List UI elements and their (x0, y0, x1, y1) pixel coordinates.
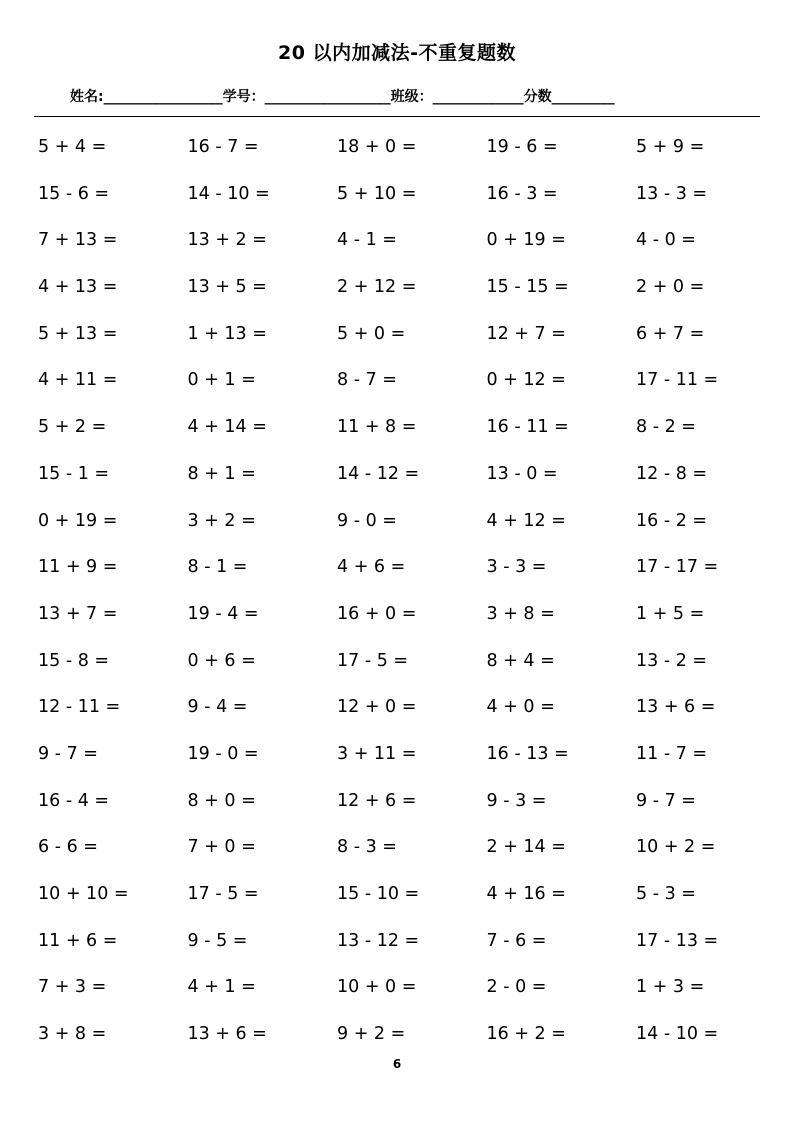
math-problem: 19 - 4 = (187, 603, 259, 624)
worksheet-title: 20 以内加减法-不重复题数 (278, 42, 516, 64)
math-problem: 3 + 11 = (337, 743, 417, 764)
math-problem: 4 - 0 = (636, 230, 696, 251)
math-problem: 0 + 12 = (486, 370, 566, 391)
math-problem: 15 - 1 = (38, 463, 110, 484)
math-problem: 15 - 10 = (337, 884, 420, 904)
math-problem: 13 - 3 = (636, 183, 708, 204)
math-problem: 16 + 0 = (337, 603, 417, 624)
math-problem: 4 + 14 = (187, 417, 267, 438)
math-problem: 11 + 6 = (38, 930, 118, 951)
math-problem: 0 + 6 = (187, 650, 256, 671)
math-problem: 4 + 11 = (38, 370, 118, 391)
math-problem: 0 + 1 = (187, 370, 256, 391)
math-problem: 13 + 2 = (187, 230, 267, 251)
class-label: 班级： (390, 89, 433, 105)
student-id-blank: __________________ (264, 89, 391, 105)
math-problem: 0 + 19 = (486, 230, 566, 251)
problem-grid (38, 135, 778, 1069)
math-problem: 4 - 1 = (337, 230, 397, 251)
math-problem: 4 + 13 = (38, 277, 118, 298)
math-problem: 17 - 13 = (636, 930, 719, 951)
math-problem: 7 + 3 = (38, 977, 107, 998)
math-problem: 6 - 6 = (38, 837, 98, 858)
math-problem: 4 + 1 = (187, 977, 256, 998)
math-problem: 13 - 12 = (337, 930, 420, 951)
math-problem: 13 + 5 = (187, 277, 267, 298)
math-problem: 8 - 1 = (187, 557, 248, 578)
math-problem: 13 + 6 = (187, 1024, 267, 1045)
math-problem: 8 - 2 = (636, 417, 696, 438)
math-problem: 6 + 7 = (636, 323, 705, 344)
math-problem: 12 + 0 = (337, 697, 417, 718)
math-problem: 11 - 7 = (636, 743, 708, 764)
math-problem: 13 - 2 = (636, 650, 708, 671)
math-problem: 12 + 7 = (486, 323, 566, 344)
math-problem: 8 - 3 = (337, 837, 397, 858)
class-blank: _____________ (432, 89, 524, 105)
math-problem: 17 - 5 = (187, 884, 259, 904)
math-problem: 17 - 5 = (337, 650, 409, 671)
math-problem: 13 - 0 = (486, 463, 558, 484)
math-problem: 2 + 0 = (636, 277, 705, 298)
math-problem: 9 - 7 = (38, 743, 98, 764)
math-problem: 9 - 3 = (486, 790, 547, 811)
student-id-label: 学号： (222, 89, 265, 105)
math-problem: 16 - 3 = (486, 183, 558, 204)
score-label: 分数 (523, 89, 552, 105)
math-problem: 8 + 4 = (486, 650, 555, 671)
math-problem: 16 - 2 = (636, 510, 708, 531)
math-problem: 12 - 8 = (636, 463, 708, 484)
math-problem: 5 + 4 = (38, 137, 107, 157)
math-problem: 5 + 2 = (38, 417, 107, 438)
math-problem: 16 + 2 = (486, 1024, 566, 1045)
header-divider (34, 116, 760, 117)
math-problem: 13 + 7 = (38, 603, 118, 624)
math-problem: 8 - 7 = (337, 370, 397, 391)
math-problem: 15 - 8 = (38, 650, 110, 671)
math-problem: 1 + 3 = (636, 977, 705, 998)
math-problem: 3 + 2 = (187, 510, 256, 531)
math-problem: 2 + 14 = (486, 837, 566, 858)
math-problem: 9 - 5 = (187, 930, 248, 951)
math-problem: 10 + 0 = (337, 977, 417, 998)
math-problem: 16 - 7 = (187, 137, 259, 157)
math-problem: 1 + 5 = (636, 603, 705, 624)
math-problem: 15 - 15 = (486, 277, 569, 298)
math-problem: 7 + 13 = (38, 230, 118, 251)
math-problem: 9 - 0 = (337, 510, 397, 531)
math-problem: 16 - 4 = (38, 790, 110, 811)
math-problem: 8 + 1 = (187, 463, 256, 484)
math-problem: 3 + 8 = (486, 603, 555, 624)
math-problem: 4 + 0 = (486, 697, 555, 718)
math-problem: 11 + 9 = (38, 557, 118, 578)
math-problem: 7 + 0 = (187, 837, 256, 858)
math-problem: 8 + 0 = (187, 790, 256, 811)
math-problem: 17 - 11 = (636, 370, 719, 391)
math-problem: 3 - 3 = (486, 557, 547, 578)
math-problem: 9 + 2 = (337, 1024, 406, 1045)
page-number: 6 (392, 1057, 402, 1071)
math-problem: 9 - 7 = (636, 790, 696, 811)
math-problem: 18 + 0 = (337, 137, 417, 157)
math-problem: 4 + 16 = (486, 884, 566, 904)
math-problem: 0 + 19 = (38, 510, 118, 531)
math-problem: 11 + 8 = (337, 417, 417, 438)
math-problem: 4 + 6 = (337, 557, 406, 578)
math-problem: 5 + 13 = (38, 323, 118, 344)
math-problem: 1 + 13 = (187, 323, 267, 344)
math-problem: 10 + 2 = (636, 837, 716, 858)
math-problem: 3 + 8 = (38, 1024, 107, 1045)
math-problem: 14 - 12 = (337, 463, 420, 484)
math-problem: 13 + 6 = (636, 697, 716, 718)
math-problem: 4 + 12 = (486, 510, 566, 531)
math-problem: 2 - 0 = (486, 977, 547, 998)
math-problem: 2 + 12 = (337, 277, 417, 298)
math-problem: 17 - 17 = (636, 557, 719, 578)
math-problem: 12 + 6 = (337, 790, 417, 811)
math-problem: 5 + 10 = (337, 183, 417, 204)
math-problem: 12 - 11 = (38, 697, 121, 718)
math-problem: 16 - 13 = (486, 743, 569, 764)
math-problem: 14 - 10 = (187, 183, 270, 204)
math-problem: 14 - 10 = (636, 1024, 719, 1045)
math-problem: 19 - 6 = (486, 137, 558, 157)
math-problem: 15 - 6 = (38, 183, 110, 204)
name-blank: _________________ (103, 89, 223, 105)
math-problem: 10 + 10 = (38, 884, 129, 904)
name-label: 姓名: (70, 89, 104, 105)
math-problem: 7 - 6 = (486, 930, 547, 951)
math-problem: 19 - 0 = (187, 743, 259, 764)
math-problem: 5 + 9 = (636, 137, 705, 157)
math-problem: 16 - 11 = (486, 417, 569, 438)
math-problem: 5 - 3 = (636, 884, 696, 904)
math-problem: 9 - 4 = (187, 697, 248, 718)
math-problem: 5 + 0 = (337, 323, 406, 344)
student-info-row (70, 86, 615, 106)
score-blank: _________ (551, 89, 615, 105)
